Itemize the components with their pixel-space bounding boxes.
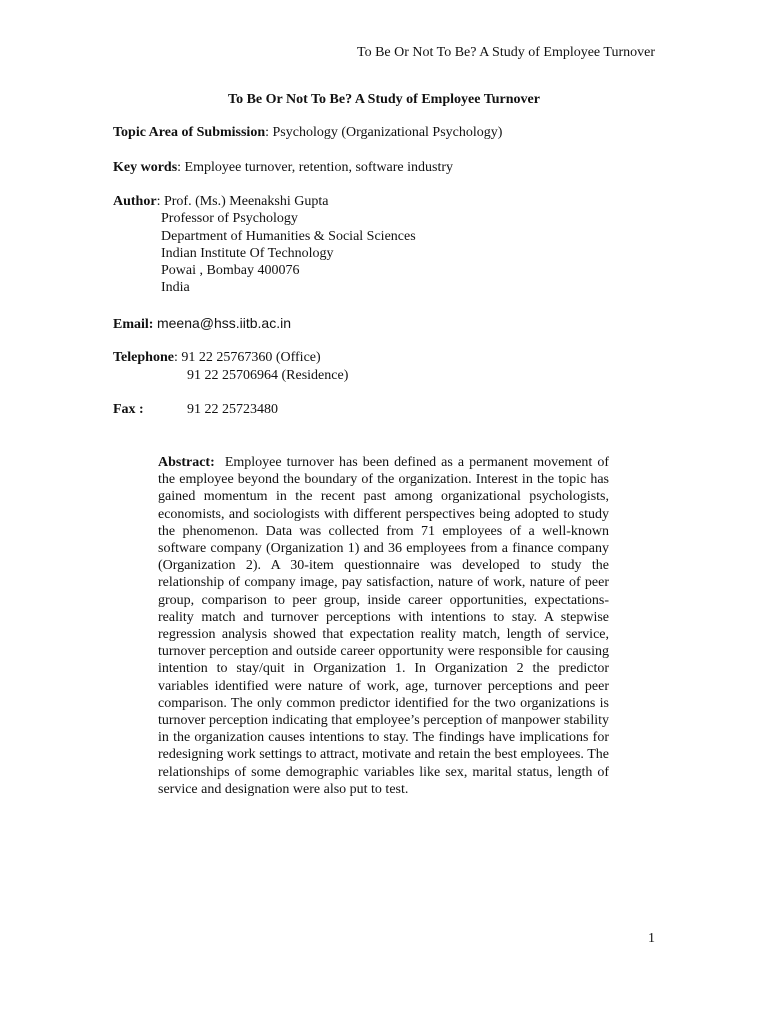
author-name: : Prof. (Ms.) Meenakshi Gupta (156, 194, 329, 209)
author-row (113, 193, 328, 210)
topic-area-label: Topic Area of Submission (113, 125, 266, 140)
keywords-label: Key words (113, 160, 178, 175)
author-title: Professor of Psychology (161, 211, 298, 226)
fax-row (113, 401, 144, 418)
email-value: meena@hss.iitb.ac.in (156, 315, 292, 331)
telephone-label: Telephone (113, 350, 174, 365)
author-institute: Indian Institute Of Technology (161, 246, 334, 261)
abstract-label: Abstract: (158, 455, 215, 470)
keywords-value: : Employee turnover, retention, software industry (177, 160, 454, 175)
telephone-office: : 91 22 25767360 (Office) (173, 350, 321, 365)
email-row (113, 315, 291, 333)
topic-area-row (113, 124, 502, 141)
email-label: Email: (113, 317, 154, 332)
running-header: To Be Or Not To Be? A Study of Employee Turnover (357, 45, 655, 60)
author-address: Powai , Bombay 400076 (161, 263, 300, 278)
topic-area-value: : Psychology (Organizational Psychology) (265, 125, 503, 140)
page-number: 1 (648, 931, 655, 946)
keywords-row (113, 159, 453, 176)
document-title: To Be Or Not To Be? A Study of Employee Turnover (228, 92, 540, 107)
fax-label: Fax : (113, 402, 144, 417)
author-department: Department of Humanities & Social Sciences (161, 229, 416, 244)
fax-value: 91 22 25723480 (187, 402, 278, 417)
abstract-text: Employee turnover has been defined as a permanent movement of the employee beyond the boundary of the organization. Interest in the topic has gained momentum in the recent past among organizational psychologists, economists, and sociologists with different perspectives being adopted to study the phenomenon. Data was collected from 71 employees of a well-known software company (Organization 1) and 36 employees from a finance company (Organization 2). A 30-item questionnaire was developed to study the relationship of company image, pay satisfaction, nature of work, nature of peer group, comparison to peer group, inside career opportunities, expectations-reality match and turnover perceptions with intentions to stay. A stepwise regression analysis showed that expectation reality match, length of service, turnover perception and outside career opportunity were responsible for causing intention to stay/quit in Organization 1. In Organization 2 the predictor variables identified were nature of work, age, turnover perceptions and peer comparison. The only common predictor identified for the two organizations is turnover perception indicating that employee’s perception of manpower stability in the organization causes intentions to stay. The findings have implications for redesigning work settings to attract, motivate and retain the best employees. The relationships of some demographic variables like sex, marital status, length of service and designation were also put to test. (158, 455, 609, 797)
telephone-row (113, 349, 321, 366)
author-label: Author (113, 194, 157, 209)
telephone-residence: 91 22 25706964 (Residence) (187, 368, 349, 383)
abstract-paragraph (158, 454, 609, 798)
author-country: India (161, 280, 190, 295)
